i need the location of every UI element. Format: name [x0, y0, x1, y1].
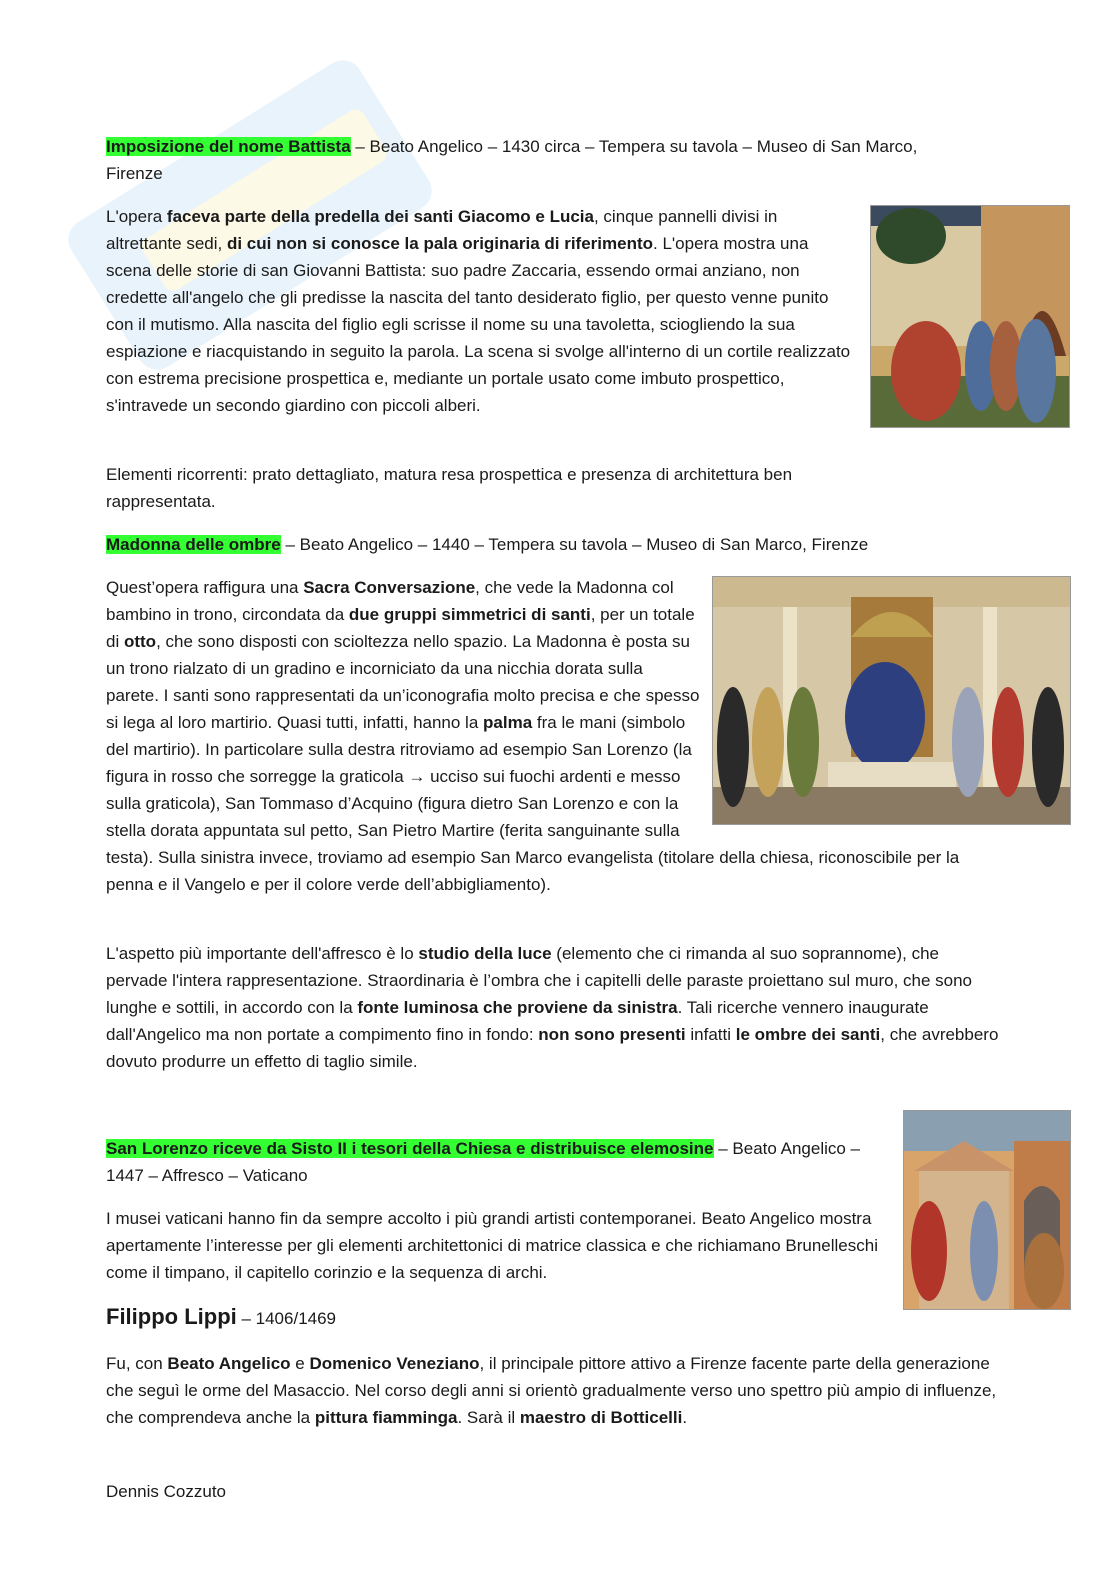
text-run: infatti — [685, 1025, 736, 1044]
text-run: , che avrebbero dovuto produrre un effetto di taglio simile. — [106, 1025, 999, 1071]
bold-run: Sacra Conversazione — [303, 578, 476, 597]
section-3-paragraph-1: I musei vaticani hanno fin da sempre accolto i più grandi artisti contemporanei. Beato Angelico mostra apertamente l’interesse per gli elementi architettonici di matrice classica e che richiamano Brunelleschi come il timpano, il capitello corinzio e la sequenza di archi. — [106, 1209, 878, 1282]
text-run: , che sono disposti con scioltezza nello spazio. La Madonna è posta su un trono rialzato di un gradino e incorniciato da una nicchia dorata sulla parete. I santi sono rappresentati da un’iconografia molto precisa e che spesso si lega al loro martirio. Quasi tutti, infatti, hanno la — [106, 632, 700, 732]
section-4-meta: – 1406/1469 — [236, 1309, 337, 1328]
text-run: Fu, con — [106, 1354, 168, 1373]
section-3-heading — [106, 1135, 891, 1189]
text-run: fra le mani (simbolo del martirio). In particolare sulla destra ritroviamo ad esempio San Lorenzo (la figura in rosso che sorregge la graticola → ucciso sui fuochi ardenti e messo sulla graticola), San Tommaso d’Acquino (figura dietro San Lorenzo e con la stella dorata appuntata sul petto, San Pietro Martire (ferita sanguinante sulla testa). Sulla sinistra invece, troviamo ad esempio San Marco evangelista (titolare della chiesa, riconoscibile per la penna e il Vangelo e per il colore verde dell’abbigliamento). — [106, 713, 960, 894]
section-2-heading — [106, 531, 986, 558]
text-run: . Tali ricerche vennero inaugurate dall'Angelico ma non portate a compimento fino in fondo: — [106, 998, 929, 1044]
painting-san-lorenzo — [903, 1110, 1071, 1310]
section-2-meta: – Beato Angelico – 1440 – Tempera su tavola – Museo di San Marco, Firenze — [280, 535, 869, 554]
section-4-paragraph-1 — [106, 1350, 1011, 1431]
bold-run: Beato Angelico — [167, 1354, 291, 1373]
text-run: L'aspetto più importante dell'affresco è lo — [106, 944, 419, 963]
bold-run: pittura fiamminga — [314, 1408, 458, 1427]
section-2-paragraph-1 — [106, 574, 976, 898]
bold-run: maestro di Botticelli — [519, 1408, 683, 1427]
section-1-paragraph-1 — [106, 203, 851, 419]
text-run: , cinque pannelli divisi in altrettante sedi, — [106, 207, 778, 253]
bold-run: di cui non si conosce la pala originaria di riferimento — [226, 234, 654, 253]
section-1-paragraph-2: Elementi ricorrenti: prato dettagliato, matura resa prospettica e presenza di architettura ben rappresentata. — [106, 465, 793, 511]
bold-run: fonte luminosa che proviene da sinistra — [357, 998, 678, 1017]
bold-run: Domenico Veneziano — [309, 1354, 480, 1373]
section-3-meta: – Beato Angelico – 1447 – Affresco – Vaticano — [106, 1139, 861, 1185]
section-1-title: Imposizione del nome Battista — [106, 137, 351, 156]
section-2-title: Madonna delle ombre — [106, 535, 281, 554]
section-4-heading — [106, 1303, 906, 1332]
bold-run: palma — [483, 713, 533, 732]
text-run: , per un totale di — [106, 605, 695, 651]
text-run: , che vede la Madonna col bambino in trono, circondata da — [106, 578, 674, 624]
section-4-title: Filippo Lippi — [106, 1304, 237, 1329]
bold-run: otto — [123, 632, 157, 651]
section-1-heading — [106, 133, 956, 187]
text-run: e — [290, 1354, 310, 1373]
bold-run: studio della luce — [418, 944, 552, 963]
bold-run: faceva parte della predella dei santi Giacomo e Lucia — [166, 207, 594, 226]
painting-imposizione-nome — [870, 205, 1070, 428]
text-run: . Sarà il — [457, 1408, 520, 1427]
section-1-meta: – Beato Angelico – 1430 circa – Tempera su tavola – Museo di San Marco, Firenze — [106, 137, 918, 183]
bold-run: le ombre dei santi — [735, 1025, 881, 1044]
bold-run: non sono presenti — [538, 1025, 686, 1044]
text-run: Quest’opera raffigura una — [106, 578, 304, 597]
text-run: . — [682, 1408, 688, 1427]
footer-author: Dennis Cozzuto — [106, 1482, 227, 1501]
section-2-paragraph-2 — [106, 940, 1001, 1075]
text-run: , il principale pittore attivo a Firenze facente parte della generazione che seguì le orme del Masaccio. Nel corso degli anni si orientò gradualmente verso uno spettro più ampio di influenze, che comprendeva anche la — [106, 1354, 997, 1427]
text-run: L'opera — [106, 207, 167, 226]
section-3-title: San Lorenzo riceve da Sisto II i tesori della Chiesa e distribuisce elemosine — [106, 1139, 714, 1158]
text-run: . L'opera mostra una scena delle storie di san Giovanni Battista: suo padre Zaccaria, essendo ormai anziano, non credette all'angelo che gli predisse la nascita del tanto desiderato figlio, per questo venne punito con il mutismo. Alla nascita del figlio egli scrisse il nome su una tavoletta, sciogliendo la sua espiazione e riacquistando in seguito la parola. La scena si svolge all'interno di un cortile realizzato con estrema precisione prospettica e, mediante un portale usato come imbuto prospettico, s'intravede un secondo giardino con piccoli alberi. — [106, 234, 851, 415]
text-run: (elemento che ci rimanda al suo soprannome), che pervade l'intera rappresentazione. Straordinaria è l’ombra che i capitelli delle paraste proiettano sul muro, che sono lunghe e sottili, in accordo con la — [106, 944, 973, 1017]
bold-run: due gruppi simmetrici di santi — [348, 605, 591, 624]
